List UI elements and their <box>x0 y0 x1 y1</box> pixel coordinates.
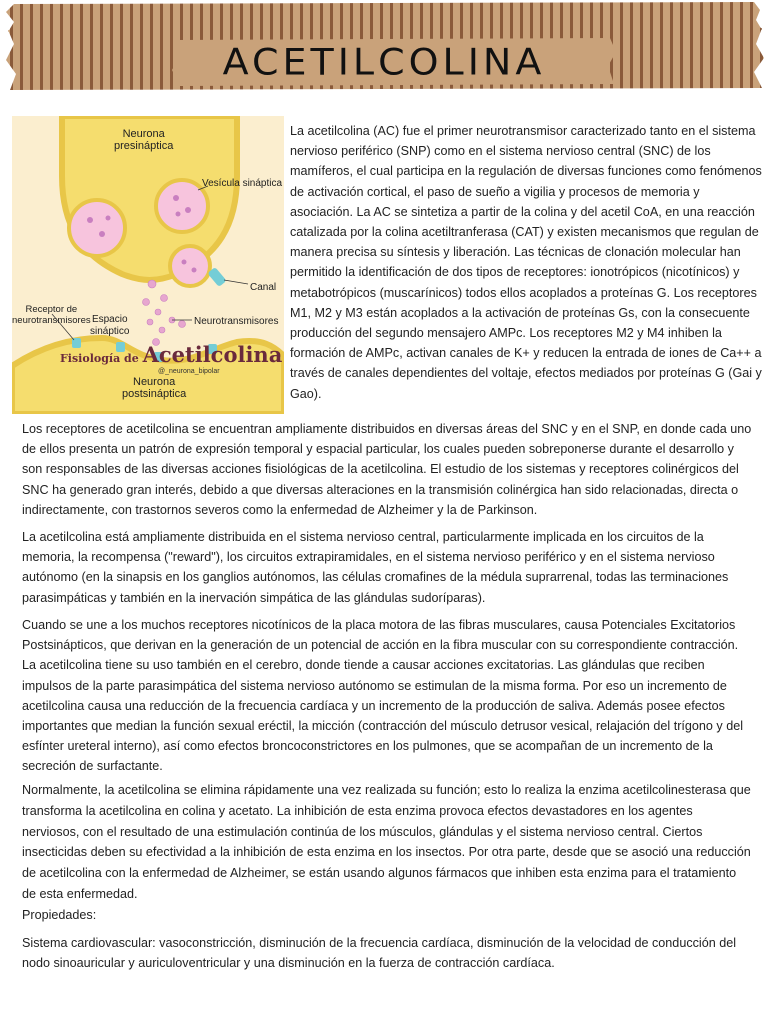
paragraph-nicotinic: Cuando se une a los muchos receptores nicotínicos de la placa motora de las fibras musculares, causa Potenciales Excitatorios Postsinápticos, que derivan en la generación de un potencial de acción en la fibra muscular con su correspondiente contracción. La acetilcolina tiene su uso también en el cerebro, donde tiende a causar acciones excitatorias. Las glándulas que reciben impulsos de la parte parasimpática del sistema nervioso autónomo se estimulan de la misma forma. Por eso un incremento de acetilcolina causa una reducción de la frecuencia cardíaca y un incremento de la producción de saliva. Además posee efectos importantes que median la función sexual eréctil, la micción (contracción del músculo detrusor vesical, relajación del trígono y del esfínter ureteral interno), así como efectos broncoconstrictores en los pulmones, que se acompañan de un incremento de la secreción de surfactante. <box>22 618 744 774</box>
figure-title-prefix: Fisiología de <box>60 352 139 365</box>
properties-heading: Propiedades: <box>22 908 97 922</box>
label-receptor: Receptor de neurotransmisores <box>12 304 91 326</box>
paragraph-elimination: Normalmente, la acetilcolina se elimina rápidamente una vez realizada su función; esto lo realiza la enzima acetilcolinesterasa que transforma la acetilcolina en colina y acetato. La inhibición de esta enzima provoca efectos devastadores en los agentes nerviosos, con el resultado de una estimulación continúa de los músculos, glándulas y el sistema nervioso central. Ciertos insecticidas deben su efectividad a la inhibición de esta enzima en los insectos. Por otra parte, desde que se asoció una reducción de acetilcolina con la enfermedad de Alzheimer, se están usando algunos fármacos que inhiben esta enzima para el tratamiento de esta enfermedad. <box>22 783 751 901</box>
paragraph-distribution: La acetilcolina está ampliamente distribuida en el sistema nervioso central, particularmente implicada en los circuitos de la memoria, la recompensa ("reward"), los circuitos extrapiramidales, en el sistema nervioso periférico y en el sistema nervioso autónomo (en la sinapsis en los ganglios autónomos, las células cromafines de la médula suprarrenal, todas las terminaciones parasimpáticas y también en la inervación simpática de las glándulas sudoríparas). <box>22 530 729 605</box>
vesicle-right <box>170 246 210 286</box>
label-channel: Canal <box>250 282 277 293</box>
label-presynaptic-neuron: Neurona presináptica <box>114 128 174 152</box>
label-vesicle: Vesícula sináptica <box>202 178 283 189</box>
vesicle-top <box>156 180 208 232</box>
intro-paragraph: La acetilcolina (AC) fue el primer neurotransmisor caracterizado tanto en el sistema nervioso periférico (SNP) como en el sistema nervioso central (SNC) de los mamíferos, el cual participa en la regulación de diversas funciones como fenómenos de activación cortical, el paso de sueño a vigilia y procesos de memoria y asociación. La AC se sintetiza a partir de la colina y del acetil CoA, en una reacción catalizada por la colina acetiltranferasa (CAT) y existen mecanismos que regulan de manera precisa su síntesis y liberación. Las técnicas de clonación molecular han permitido la identificación de dos tipos de receptores: ionotrópicos (nicotínicos) y metabotrópicos (muscarínicos) todos ellos acoplados a proteínas G. Los receptores M1, M2 y M3 están acoplados a la activación de proteínas Gs, con la consecuente producción del segundo mensajero AMPc. Los receptores M2 y M4 inhiben la formación de AMPc, activan canales de K+ y reducen la entrada de iones de Ca++ a través de canales dependientes del voltaje, efectos mediados por proteínas G (Gai y Gao). <box>290 124 762 401</box>
vesicle-left <box>69 200 125 256</box>
label-synaptic-space: Espacio sináptico <box>90 314 130 337</box>
synapse-diagram <box>12 116 284 414</box>
figure-title-main: Acetilcolina <box>142 342 283 367</box>
header-banner <box>0 0 768 112</box>
figure-handle: @_neurona_bipolar <box>158 368 220 375</box>
page-title: ACETILCOLINA <box>222 41 546 83</box>
label-neurotransmitters: Neurotransmisores <box>194 316 279 327</box>
synapse-illustration <box>12 116 284 414</box>
paragraph-cardiovascular: Sistema cardiovascular: vasoconstricción, disminución de la frecuencia cardíaca, disminución de la velocidad de conducción del nodo sinoauricular y auriculoventricular y una disminución en la fuerza de contracción cardíaca. <box>22 936 737 971</box>
label-postsynaptic-neuron: Neurona postsináptica <box>122 376 187 400</box>
paragraph-receptors: Los receptores de acetilcolina se encuentran ampliamente distribuidos en diversas áreas del SNC y en el SNP, en donde cada uno de ellos presenta un patrón de expresión temporal y espacial particular, los cuales pueden sobreponerse durante el desarrollo y son responsables de las diversas acciones fisiológicas de la acetilcolina. El estudio de los sistemas y receptores colinérgicos del SNC ha generado gran interés, debido a que diversas alteraciones en la transmisión colinérgica han sido relacionadas, directa o indirectamente, con trastornos severos como la enfermedad de Alzheimer y la de Parkinson. <box>22 422 752 517</box>
figure-title <box>60 342 283 367</box>
